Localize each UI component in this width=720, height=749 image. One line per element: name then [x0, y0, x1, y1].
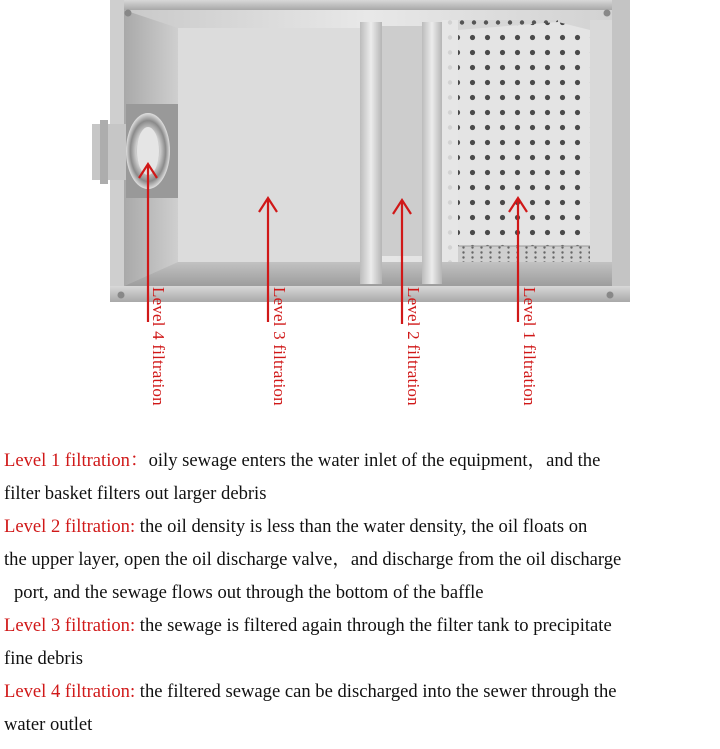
level2-label: Level 2 filtration — [404, 287, 423, 406]
filter-basket-right-edge — [590, 20, 612, 262]
level1-heading: Level 1 filtration： — [4, 450, 149, 471]
level3-heading: Level 3 filtration: — [4, 615, 140, 636]
level2-line-1 — [4, 510, 718, 543]
screw-bottom-right — [607, 292, 614, 299]
level4-line-2: water outlet — [4, 714, 93, 735]
baffle-left — [360, 22, 382, 284]
filter-basket-frame — [442, 20, 458, 262]
chamber-back-panel — [178, 28, 368, 262]
screw-bottom-left — [118, 292, 125, 299]
level3-line-1 — [4, 609, 718, 642]
screw-top-left — [125, 10, 132, 17]
level2-heading: Level 2 filtration: — [4, 516, 140, 537]
baffle-right — [422, 22, 442, 284]
level4-text-1: the filtered sewage can be discharged into the sewer through the — [139, 681, 617, 702]
level1-label: Level 1 filtration — [520, 287, 539, 406]
filter-basket-back — [458, 22, 590, 256]
filter-basket-floor — [458, 246, 590, 262]
screw-top-right — [604, 10, 611, 17]
tank-right-rim — [612, 0, 630, 302]
level4-label: Level 4 filtration — [149, 287, 168, 406]
level2-line-2: the upper layer, open the oil discharge valve，and discharge from the oil discharge — [4, 549, 622, 570]
filtration-description — [4, 444, 718, 741]
level3-line-2: fine debris — [4, 648, 83, 669]
level3-label: Level 3 filtration — [270, 287, 289, 406]
level4-heading: Level 4 filtration: — [4, 681, 140, 702]
level1-line-2: filter basket filters out larger debris — [4, 483, 267, 504]
inlet-pipe-thread — [100, 120, 108, 184]
tank-bottom-rim — [110, 286, 630, 302]
level1-line-1 — [4, 444, 718, 477]
level3-text-1: the sewage is filtered again through the filter tank to precipitate — [139, 615, 612, 636]
inlet-pipe-body — [92, 124, 128, 180]
level1-text-1: oily sewage enters the water inlet of the equipment，and the — [148, 450, 601, 471]
level4-line-1 — [4, 675, 718, 708]
tank-top-rim — [110, 0, 630, 10]
level2-line-3: port, and the sewage flows out through the bottom of the baffle — [14, 582, 484, 603]
level2-text-1: the oil density is less than the water density, the oil floats on — [139, 516, 588, 537]
